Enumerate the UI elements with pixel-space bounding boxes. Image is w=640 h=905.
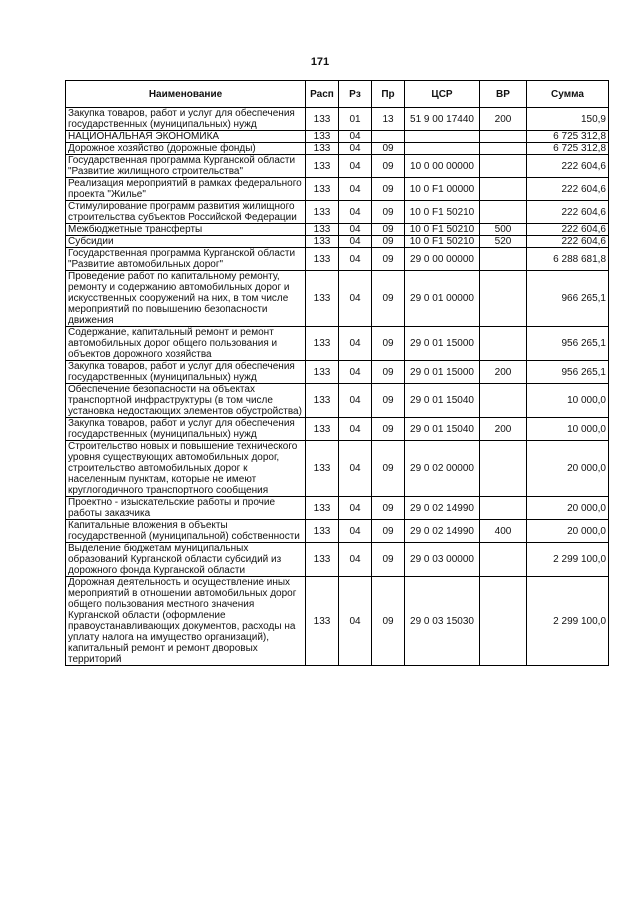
cell-sum: 222 604,6: [527, 201, 609, 224]
cell-csr: 10 0 F1 50210: [405, 236, 480, 248]
cell-sum: 6 725 312,8: [527, 131, 609, 143]
cell-name: Капитальные вложения в объекты государственной (муниципальной) собственности: [66, 520, 306, 543]
cell-csr: 29 0 01 15040: [405, 384, 480, 418]
cell-rasp: 133: [306, 271, 339, 327]
cell-rz: 04: [339, 236, 372, 248]
cell-name: Дорожная деятельность и осуществление иных мероприятий в отношении автомобильных дорог общего пользования местного значения Курганской области (оформление правоустанавливающих документов, расходы на уплату налога на имущество организаций), капитальный ремонт и ремонт дворовых территорий: [66, 577, 306, 666]
cell-vr: 400: [480, 520, 527, 543]
cell-vr: [480, 497, 527, 520]
cell-rasp: 133: [306, 201, 339, 224]
cell-pr: 09: [372, 248, 405, 271]
table-row: [66, 143, 609, 155]
cell-sum: 2 299 100,0: [527, 577, 609, 666]
table-row: [66, 543, 609, 577]
table-row: [66, 271, 609, 327]
cell-sum: 222 604,6: [527, 178, 609, 201]
cell-rz: 04: [339, 224, 372, 236]
header-vr: ВР: [480, 81, 527, 108]
cell-sum: 956 265,1: [527, 327, 609, 361]
cell-sum: 20 000,0: [527, 497, 609, 520]
cell-rz: 04: [339, 271, 372, 327]
table-row: [66, 224, 609, 236]
cell-name: Реализация мероприятий в рамках федерального проекта "Жилье": [66, 178, 306, 201]
cell-rasp: 133: [306, 327, 339, 361]
cell-name: НАЦИОНАЛЬНАЯ ЭКОНОМИКА: [66, 131, 306, 143]
cell-sum: 10 000,0: [527, 418, 609, 441]
table-row: [66, 131, 609, 143]
cell-csr: 29 0 02 14990: [405, 497, 480, 520]
cell-csr: 10 0 F1 50210: [405, 224, 480, 236]
cell-sum: 6 725 312,8: [527, 143, 609, 155]
cell-name: Содержание, капитальный ремонт и ремонт автомобильных дорог общего пользования и объектов дорожного хозяйства: [66, 327, 306, 361]
cell-csr: 29 0 02 00000: [405, 441, 480, 497]
cell-pr: 09: [372, 143, 405, 155]
cell-csr: 29 0 01 15000: [405, 327, 480, 361]
table-row: [66, 327, 609, 361]
cell-rasp: 133: [306, 497, 339, 520]
cell-rz: 04: [339, 418, 372, 441]
cell-pr: 09: [372, 327, 405, 361]
cell-csr: 29 0 01 15040: [405, 418, 480, 441]
cell-sum: 6 288 681,8: [527, 248, 609, 271]
cell-rasp: 133: [306, 418, 339, 441]
cell-rz: 04: [339, 384, 372, 418]
cell-name: Строительство новых и повышение технического уровня существующих автомобильных дорог, строительство автомобильных дорог к населенным пунктам, которые не имеют круглогодичного транспортного сообщения: [66, 441, 306, 497]
cell-name: Субсидии: [66, 236, 306, 248]
header-rasp: Расп: [306, 81, 339, 108]
cell-pr: 09: [372, 178, 405, 201]
cell-pr: 09: [372, 224, 405, 236]
cell-csr: 29 0 03 15030: [405, 577, 480, 666]
cell-csr: [405, 131, 480, 143]
cell-pr: 09: [372, 271, 405, 327]
cell-rasp: 133: [306, 108, 339, 131]
cell-sum: 222 604,6: [527, 236, 609, 248]
cell-sum: 150,9: [527, 108, 609, 131]
cell-rz: 04: [339, 155, 372, 178]
cell-vr: [480, 327, 527, 361]
cell-pr: 09: [372, 361, 405, 384]
cell-name: Государственная программа Курганской области "Развитие жилищного строительства": [66, 155, 306, 178]
cell-rz: 04: [339, 131, 372, 143]
cell-name: Обеспечение безопасности на объектах транспортной инфраструктуры (в том числе установка недостающих элементов обустройства): [66, 384, 306, 418]
cell-pr: 09: [372, 201, 405, 224]
cell-name: Государственная программа Курганской области "Развитие автомобильных дорог": [66, 248, 306, 271]
header-name: Наименование: [66, 81, 306, 108]
cell-rasp: 133: [306, 236, 339, 248]
cell-sum: 20 000,0: [527, 520, 609, 543]
table-row: [66, 577, 609, 666]
cell-name: Закупка товаров, работ и услуг для обеспечения государственных (муниципальных) нужд: [66, 418, 306, 441]
cell-rz: 04: [339, 178, 372, 201]
cell-rasp: 133: [306, 577, 339, 666]
cell-csr: 29 0 02 14990: [405, 520, 480, 543]
cell-rz: 01: [339, 108, 372, 131]
cell-vr: [480, 131, 527, 143]
table-row: [66, 201, 609, 224]
cell-rasp: 133: [306, 384, 339, 418]
cell-vr: [480, 384, 527, 418]
cell-rz: 04: [339, 143, 372, 155]
cell-rasp: 133: [306, 143, 339, 155]
cell-pr: 09: [372, 543, 405, 577]
cell-rasp: 133: [306, 520, 339, 543]
cell-rz: 04: [339, 361, 372, 384]
cell-vr: [480, 577, 527, 666]
cell-name: Стимулирование программ развития жилищного строительства субъектов Российской Федерации: [66, 201, 306, 224]
cell-vr: [480, 178, 527, 201]
header-pr: Пр: [372, 81, 405, 108]
cell-rasp: 133: [306, 178, 339, 201]
cell-vr: 200: [480, 418, 527, 441]
table-row: [66, 497, 609, 520]
cell-vr: 500: [480, 224, 527, 236]
cell-vr: [480, 143, 527, 155]
cell-sum: 10 000,0: [527, 384, 609, 418]
table-row: [66, 361, 609, 384]
cell-rasp: 133: [306, 361, 339, 384]
cell-pr: 13: [372, 108, 405, 131]
cell-pr: 09: [372, 441, 405, 497]
cell-vr: 520: [480, 236, 527, 248]
cell-pr: 09: [372, 418, 405, 441]
table-row: [66, 520, 609, 543]
cell-rz: 04: [339, 327, 372, 361]
cell-name: Закупка товаров, работ и услуг для обеспечения государственных (муниципальных) нужд: [66, 108, 306, 131]
table-row: [66, 418, 609, 441]
cell-sum: 966 265,1: [527, 271, 609, 327]
header-rz: Рз: [339, 81, 372, 108]
cell-rz: 04: [339, 520, 372, 543]
budget-table: [65, 80, 609, 666]
table-row: [66, 108, 609, 131]
cell-name: Межбюджетные трансферты: [66, 224, 306, 236]
cell-vr: 200: [480, 108, 527, 131]
cell-sum: 2 299 100,0: [527, 543, 609, 577]
table-row: [66, 178, 609, 201]
table-header-row: [66, 81, 609, 108]
table-row: [66, 248, 609, 271]
cell-pr: [372, 131, 405, 143]
cell-csr: [405, 143, 480, 155]
cell-csr: 10 0 F1 50210: [405, 201, 480, 224]
cell-vr: [480, 201, 527, 224]
cell-vr: [480, 248, 527, 271]
cell-name: Выделение бюджетам муниципальных образований Курганской области субсидий из дорожного фонда Курганской области: [66, 543, 306, 577]
table-row: [66, 384, 609, 418]
cell-rasp: 133: [306, 248, 339, 271]
cell-sum: 956 265,1: [527, 361, 609, 384]
table-body: [66, 108, 609, 666]
cell-rz: 04: [339, 201, 372, 224]
table-row: [66, 155, 609, 178]
page-number: 171: [310, 56, 330, 68]
cell-csr: 51 9 00 17440: [405, 108, 480, 131]
cell-rz: 04: [339, 543, 372, 577]
cell-rz: 04: [339, 248, 372, 271]
cell-rz: 04: [339, 577, 372, 666]
cell-name: Дорожное хозяйство (дорожные фонды): [66, 143, 306, 155]
table-row: [66, 236, 609, 248]
cell-csr: 29 0 03 00000: [405, 543, 480, 577]
cell-pr: 09: [372, 384, 405, 418]
cell-vr: [480, 441, 527, 497]
cell-name: Закупка товаров, работ и услуг для обеспечения государственных (муниципальных) нужд: [66, 361, 306, 384]
cell-vr: [480, 543, 527, 577]
cell-sum: 222 604,6: [527, 155, 609, 178]
cell-csr: 29 0 01 00000: [405, 271, 480, 327]
cell-pr: 09: [372, 236, 405, 248]
cell-vr: [480, 271, 527, 327]
cell-rasp: 133: [306, 155, 339, 178]
cell-name: Проектно - изыскательские работы и прочие работы заказчика: [66, 497, 306, 520]
cell-rasp: 133: [306, 224, 339, 236]
cell-pr: 09: [372, 155, 405, 178]
cell-pr: 09: [372, 497, 405, 520]
cell-rz: 04: [339, 497, 372, 520]
table-row: [66, 441, 609, 497]
cell-rasp: 133: [306, 441, 339, 497]
cell-rz: 04: [339, 441, 372, 497]
cell-vr: 200: [480, 361, 527, 384]
cell-csr: 29 0 00 00000: [405, 248, 480, 271]
cell-pr: 09: [372, 520, 405, 543]
cell-sum: 20 000,0: [527, 441, 609, 497]
cell-csr: 10 0 00 00000: [405, 155, 480, 178]
cell-rasp: 133: [306, 543, 339, 577]
cell-pr: 09: [372, 577, 405, 666]
cell-vr: [480, 155, 527, 178]
cell-csr: 29 0 01 15000: [405, 361, 480, 384]
cell-sum: 222 604,6: [527, 224, 609, 236]
cell-rasp: 133: [306, 131, 339, 143]
header-sum: Сумма: [527, 81, 609, 108]
cell-name: Проведение работ по капитальному ремонту, ремонту и содержанию автомобильных дорог и искусственных сооружений на них, в том числе мероприятий по повышению безопасности движения: [66, 271, 306, 327]
cell-csr: 10 0 F1 00000: [405, 178, 480, 201]
header-csr: ЦСР: [405, 81, 480, 108]
